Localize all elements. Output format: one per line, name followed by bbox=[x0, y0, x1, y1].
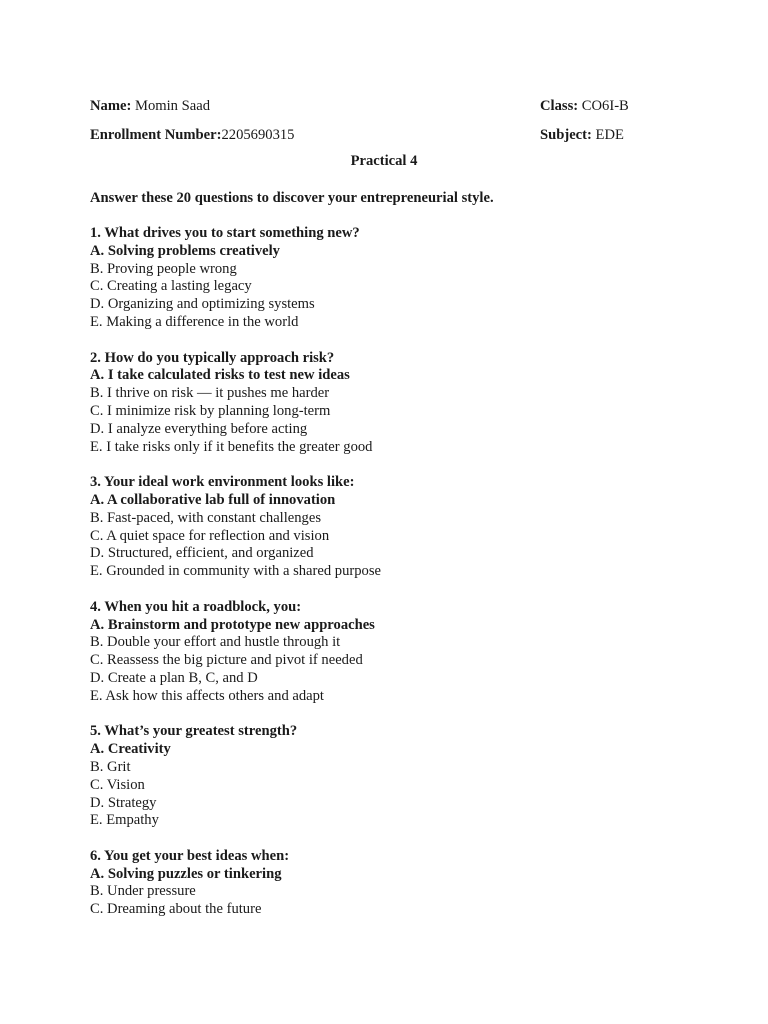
question-block bbox=[90, 723, 710, 830]
answer-option: C. Creating a lasting legacy bbox=[90, 278, 252, 295]
answer-option: B. Grit bbox=[90, 758, 131, 775]
question-text: 4. When you hit a roadblock, you: bbox=[90, 598, 302, 615]
answer-option: B. Fast-paced, with constant challenges bbox=[90, 509, 322, 526]
instructions: Answer these 20 questions to discover your entrepreneurial style. bbox=[90, 190, 494, 206]
question-block bbox=[90, 599, 710, 706]
enrollment-field bbox=[90, 126, 294, 144]
name-value: Momin Saad bbox=[131, 98, 210, 114]
selected-answer-option: A. Solving problems creatively bbox=[90, 242, 280, 259]
class-label: Class: bbox=[540, 98, 579, 114]
selected-answer-option: A. Solving puzzles or tinkering bbox=[90, 865, 282, 882]
answer-option: E. Grounded in community with a shared purpose bbox=[90, 563, 382, 580]
selected-answer-option: A. I take calculated risks to test new ideas bbox=[90, 367, 350, 384]
selected-answer-option: A. A collaborative lab full of innovation bbox=[90, 491, 336, 508]
answer-option: D. Structured, efficient, and organized bbox=[90, 545, 314, 562]
subject-label: Subject: bbox=[540, 127, 592, 143]
subject-field bbox=[540, 126, 624, 144]
name-field bbox=[90, 97, 210, 115]
question-block bbox=[90, 848, 710, 919]
question-block bbox=[90, 474, 710, 581]
answer-option: B. Double your effort and hustle through it bbox=[90, 634, 341, 651]
question-text: 3. Your ideal work environment looks like: bbox=[90, 474, 355, 491]
class-field bbox=[540, 97, 629, 115]
answer-option: B. Proving people wrong bbox=[90, 260, 237, 277]
answer-option: D. Create a plan B, C, and D bbox=[90, 669, 258, 686]
selected-answer-option: A. Creativity bbox=[90, 741, 171, 758]
question-text: 2. How do you typically approach risk? bbox=[90, 349, 335, 366]
page-title: Practical 4 bbox=[350, 153, 418, 169]
answer-option: C. Vision bbox=[90, 776, 145, 793]
answer-option: C. Reassess the big picture and pivot if needed bbox=[90, 652, 363, 669]
question-block bbox=[90, 225, 710, 332]
enrollment-label: Enrollment Number: bbox=[90, 127, 222, 143]
answer-option: C. Dreaming about the future bbox=[90, 901, 262, 918]
answer-option: C. A quiet space for reflection and vision bbox=[90, 527, 330, 544]
answer-option: E. Ask how this affects others and adapt bbox=[90, 687, 324, 704]
answer-option: D. Strategy bbox=[90, 794, 157, 811]
answer-option: D. I analyze everything before acting bbox=[90, 420, 308, 437]
answer-option: E. Making a difference in the world bbox=[90, 313, 299, 330]
question-list bbox=[90, 225, 710, 937]
question-text: 6. You get your best ideas when: bbox=[90, 847, 290, 864]
class-value: CO6I-B bbox=[578, 98, 629, 114]
subject-value: EDE bbox=[591, 127, 624, 143]
name-label: Name: bbox=[90, 98, 132, 114]
answer-option: C. I minimize risk by planning long-term bbox=[90, 402, 331, 419]
answer-option: E. Empathy bbox=[90, 812, 159, 829]
answer-option: E. I take risks only if it benefits the greater good bbox=[90, 438, 373, 455]
question-text: 5. What’s your greatest strength? bbox=[90, 723, 298, 740]
answer-option: D. Organizing and optimizing systems bbox=[90, 296, 315, 313]
enrollment-value: 2205690315 bbox=[221, 127, 295, 143]
selected-answer-option: A. Brainstorm and prototype new approaches bbox=[90, 616, 375, 633]
answer-option: B. I thrive on risk — it pushes me harder bbox=[90, 385, 330, 402]
question-block bbox=[90, 350, 710, 457]
question-text: 1. What drives you to start something new? bbox=[90, 225, 360, 241]
answer-option: B. Under pressure bbox=[90, 883, 196, 900]
